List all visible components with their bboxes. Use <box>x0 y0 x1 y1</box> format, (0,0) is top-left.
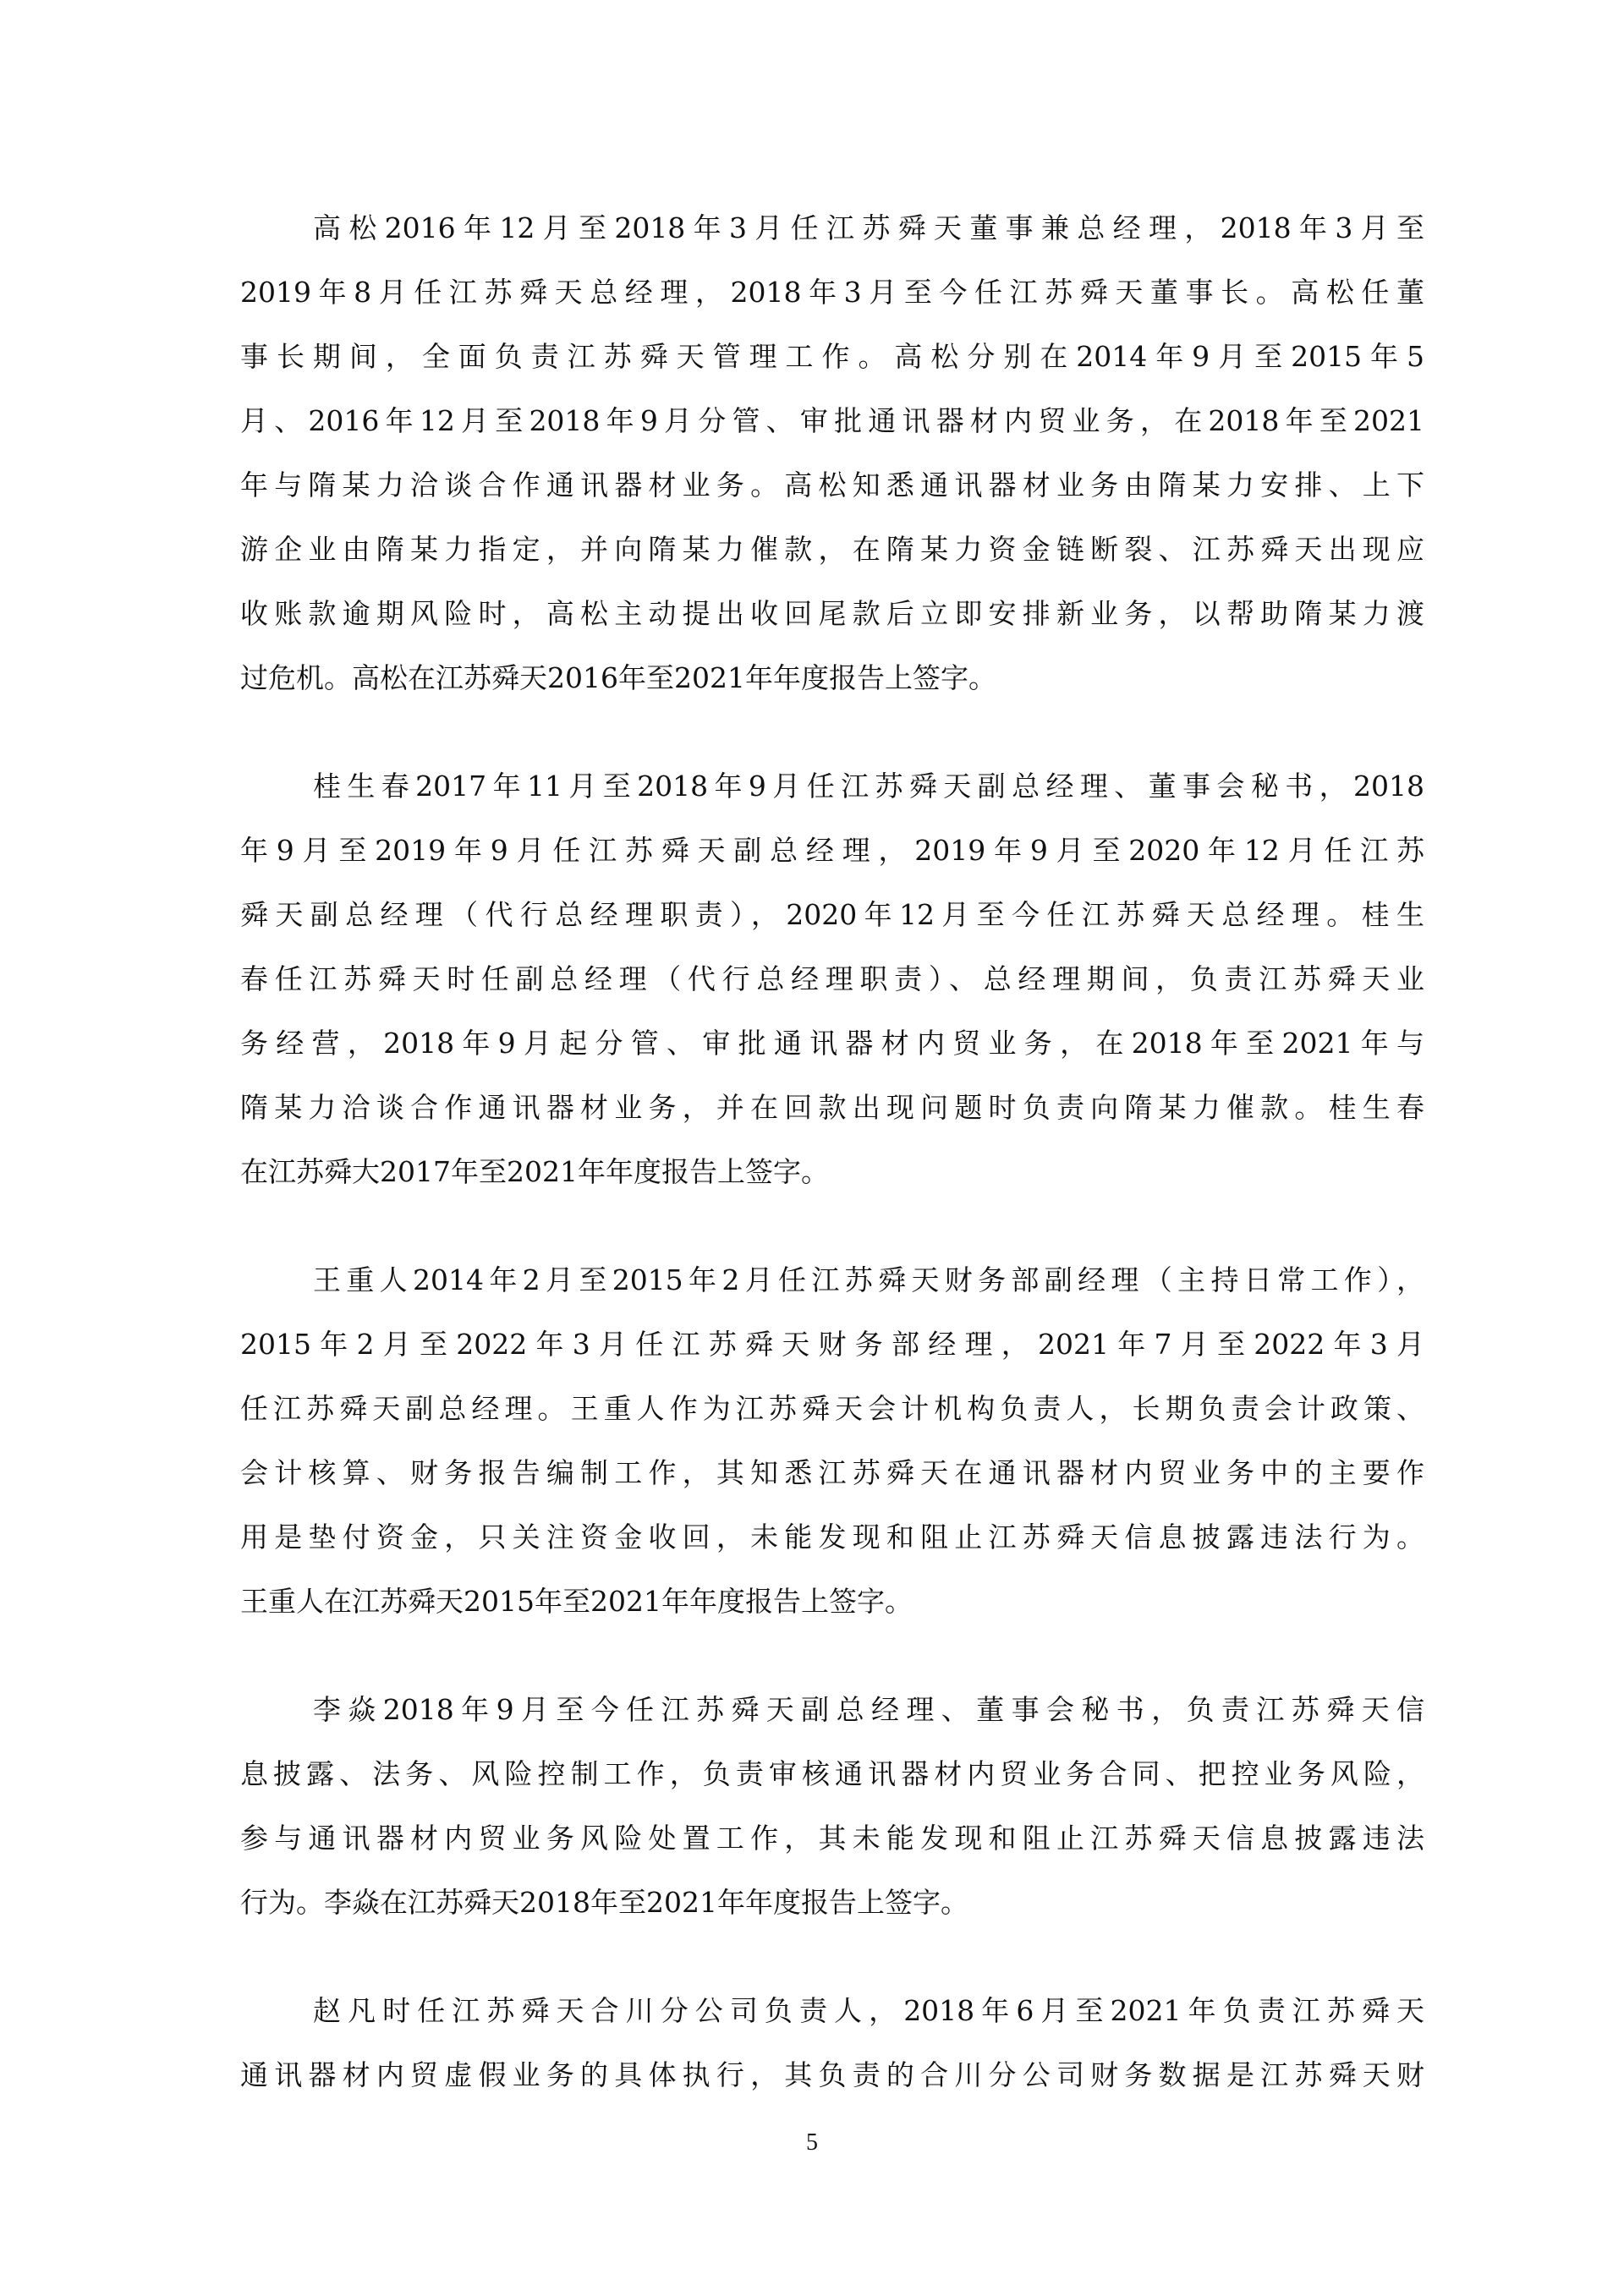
text-line: 李焱2018年9月至今任江苏舜天副总经理、董事会秘书，负责江苏舜天信 <box>313 1693 1424 1726</box>
text-line: 过危机。高松在江苏舜天2016年至2021年年度报告上签字。 <box>240 661 996 694</box>
paragraph-li-yan <box>240 1678 1424 1935</box>
paragraph-wang-zhongren <box>240 1248 1424 1634</box>
text-line: 月、2016年12月至2018年9月分管、审批通讯器材内贸业务，在2018年至2021 <box>240 404 1424 437</box>
paragraph-gui-shengchun <box>240 754 1424 1204</box>
text-line: 隋某力洽谈合作通讯器材业务，并在回款出现问题时负责向隋某力催款。桂生春 <box>240 1091 1424 1124</box>
text-line: 参与通讯器材内贸业务风险处置工作，其未能发现和阻止江苏舜天信息披露违法 <box>240 1822 1424 1855</box>
text-line: 在江苏舜大2017年至2021年年度报告上签字。 <box>240 1155 829 1188</box>
page-number: 5 <box>806 2129 818 2156</box>
text-line: 高松2016年12月至2018年3月任江苏舜天董事兼总经理，2018年3月至 <box>313 211 1424 244</box>
text-line: 2019年8月任江苏舜天总经理，2018年3月至今任江苏舜天董事长。高松任董 <box>240 276 1424 309</box>
text-line: 年9月至2019年9月任江苏舜天副总经理，2019年9月至2020年12月任江苏 <box>240 834 1424 867</box>
paragraph-gao-song <box>240 196 1424 710</box>
text-line: 务经营，2018年9月起分管、审批通讯器材内贸业务，在2018年至2021年与 <box>240 1027 1424 1060</box>
text-line: 息披露、法务、风险控制工作，负责审核通讯器材内贸业务合同、把控业务风险， <box>240 1757 1424 1790</box>
text-line: 用是垫付资金，只关注资金收回，未能发现和阻止江苏舜天信息披露违法行为。 <box>240 1521 1424 1553</box>
text-line: 赵凡时任江苏舜天合川分公司负责人，2018年6月至2021年负责江苏舜天 <box>313 1994 1424 2027</box>
text-line: 春任江苏舜天时任副总经理（代行总经理职责）、总经理期间，负责江苏舜天业 <box>240 962 1424 995</box>
text-line: 会计核算、财务报告编制工作，其知悉江苏舜天在通讯器材内贸业务中的主要作 <box>240 1456 1424 1489</box>
text-line: 通讯器材内贸虚假业务的具体执行，其负责的合川分公司财务数据是江苏舜天财 <box>240 2058 1424 2091</box>
text-line: 2015年2月至2022年3月任江苏舜天财务部经理，2021年7月至2022年3月 <box>240 1328 1424 1361</box>
text-line: 游企业由隋某力指定，并向隋某力催款，在隋某力资金链断裂、江苏舜天出现应 <box>240 533 1424 566</box>
text-line: 行为。李焱在江苏舜天2018年至2021年年度报告上签字。 <box>240 1886 968 1919</box>
text-line: 收账款逾期风险时，高松主动提出收回尾款后立即安排新业务，以帮助隋某力渡 <box>240 597 1424 630</box>
paragraph-zhao-fan <box>240 1979 1424 2107</box>
text-line: 年与隋某力洽谈合作通讯器材业务。高松知悉通讯器材业务由隋某力安排、上下 <box>240 469 1424 501</box>
text-line: 王重人2014年2月至2015年2月任江苏舜天财务部副经理（主持日常工作）， <box>313 1263 1424 1296</box>
text-line: 事长期间，全面负责江苏舜天管理工作。高松分别在2014年9月至2015年5 <box>240 340 1424 373</box>
text-line: 舜天副总经理（代行总经理职责），2020年12月至今任江苏舜天总经理。桂生 <box>240 898 1424 931</box>
text-line: 任江苏舜天副总经理。王重人作为江苏舜天会计机构负责人，长期负责会计政策、 <box>240 1392 1424 1425</box>
document-body <box>240 196 1424 2151</box>
text-line: 桂生春2017年11月至2018年9月任江苏舜天副总经理、董事会秘书，2018 <box>313 770 1424 803</box>
text-line: 王重人在江苏舜天2015年至2021年年度报告上签字。 <box>240 1585 913 1618</box>
